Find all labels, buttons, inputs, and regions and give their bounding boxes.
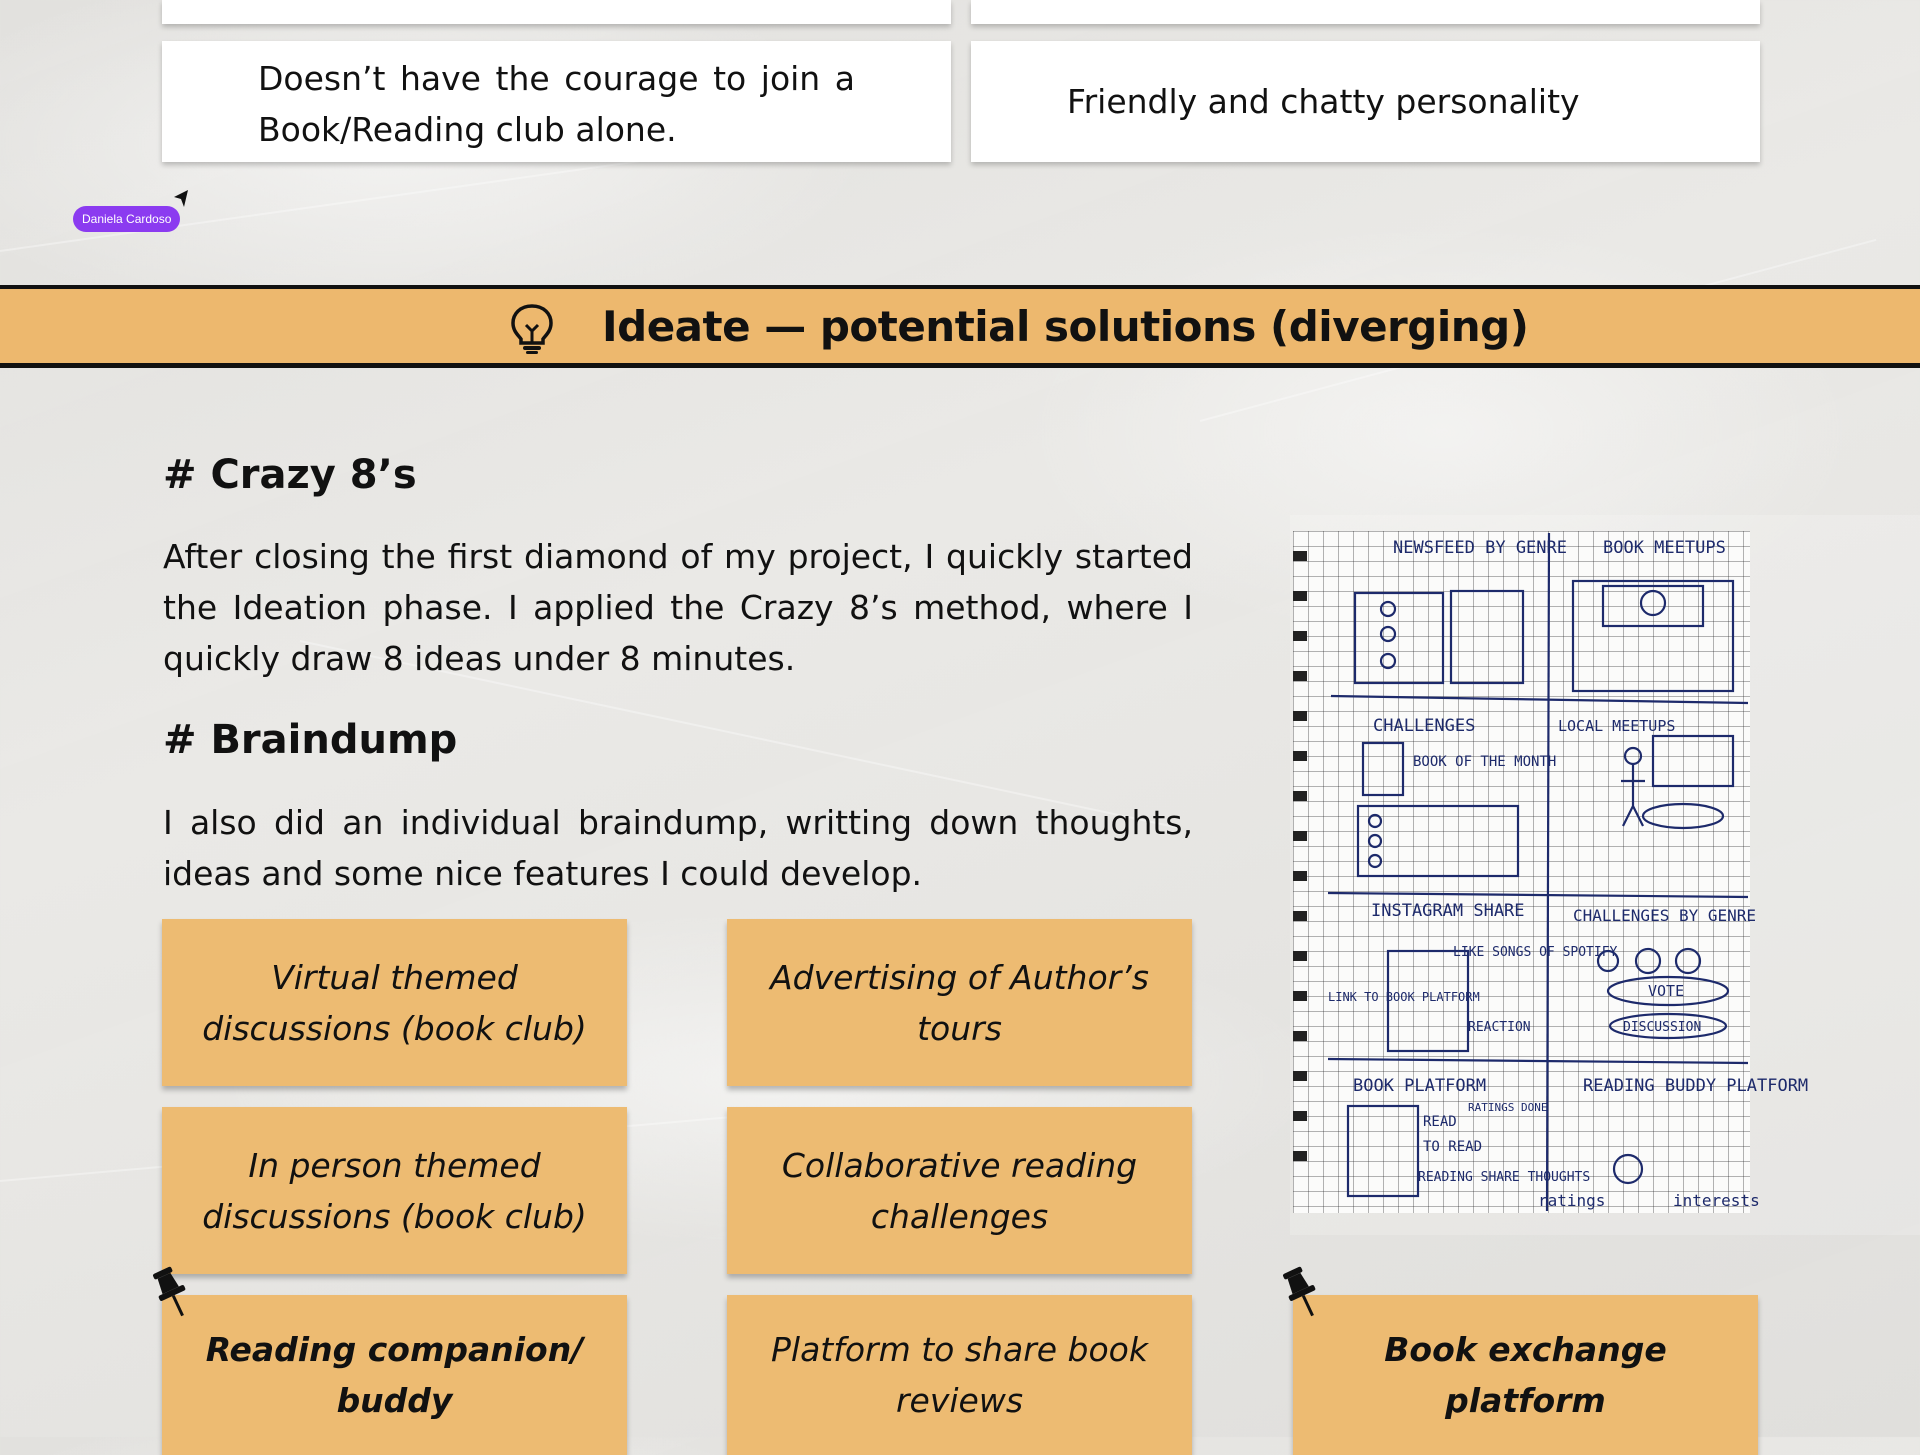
sticky-note-text: Book exchange platform (1384, 1330, 1667, 1420)
crazy8-heading: # Crazy 8’s (163, 452, 417, 498)
svg-text:BOOK PLATFORM: BOOK PLATFORM (1353, 1076, 1487, 1096)
banner-title: Ideate — potential solutions (diverging) (602, 302, 1529, 351)
sticky-note-highlighted[interactable] (1293, 1295, 1758, 1455)
svg-text:RATINGS DONE: RATINGS DONE (1468, 1101, 1548, 1114)
svg-text:NEWSFEED BY GENRE: NEWSFEED BY GENRE (1393, 538, 1567, 558)
svg-text:READ: READ (1423, 1114, 1457, 1130)
svg-text:BOOK OF THE MONTH: BOOK OF THE MONTH (1413, 754, 1557, 770)
pushpin-icon (1280, 1266, 1324, 1320)
sticky-note-text: Platform to share book reviews (771, 1330, 1148, 1420)
braindump-heading: # Braindump (163, 717, 458, 763)
collaborator-name-tag: Daniela Cardoso (73, 206, 180, 232)
persona-card-personality[interactable] (971, 41, 1760, 162)
lightbulb-icon (508, 303, 556, 355)
collaborator-cursor-icon (173, 189, 191, 209)
sticky-note-text: Virtual themed discussions (book club) (202, 957, 587, 1048)
sticky-note-highlighted[interactable] (162, 1295, 627, 1455)
crazy8-sketch-image[interactable] (1293, 531, 1809, 1213)
svg-text:READING SHARE THOUGHTS: READING SHARE THOUGHTS (1418, 1170, 1591, 1185)
svg-text:CHALLENGES BY GENRE: CHALLENGES BY GENRE (1573, 906, 1757, 925)
sticky-note-text: In person themed discussions (book club) (202, 1145, 587, 1236)
svg-text:CHALLENGES: CHALLENGES (1373, 716, 1476, 736)
sticky-note[interactable] (727, 919, 1192, 1086)
crazy8-paragraph: After closing the first diamond of my project, I quickly started the Ideation phase. I applied the Crazy 8’s method, where I quickly draw 8 ideas under 8 minutes. (163, 537, 1193, 678)
sketch-labels (1328, 538, 1808, 1210)
svg-text:BOOK MEETUPS: BOOK MEETUPS (1603, 538, 1726, 558)
sticky-note-text: Reading companion/ buddy (205, 1330, 584, 1420)
card-text: Friendly and chatty personality (1067, 82, 1580, 121)
card-text: Doesn’t have the courage to join a Book/Reading club alone. (258, 59, 855, 149)
svg-text:TO READ: TO READ (1423, 1139, 1483, 1155)
svg-text:VOTE: VOTE (1648, 982, 1685, 1000)
sticky-note[interactable] (162, 919, 627, 1086)
svg-text:LINK TO BOOK PLATFORM: LINK TO BOOK PLATFORM (1328, 990, 1480, 1004)
svg-text:LIKE SONGS OF SPOTIFY: LIKE SONGS OF SPOTIFY (1453, 945, 1618, 960)
braindump-paragraph: I also did an individual braindump, writting down thoughts, ideas and some nice features I could develop. (163, 803, 1193, 893)
svg-text:interests: interests (1673, 1191, 1760, 1210)
sticky-note[interactable] (727, 1295, 1192, 1455)
sketch-drawing (1293, 531, 1809, 1213)
persona-card[interactable] (971, 0, 1760, 24)
persona-card-courage[interactable] (162, 41, 951, 162)
persona-card[interactable] (162, 0, 951, 24)
paper-texture (0, 153, 693, 252)
sticky-note-text: Collaborative reading challenges (781, 1145, 1138, 1236)
sticky-note-text: Advertising of Author’s tours (770, 957, 1149, 1048)
sticky-note[interactable] (162, 1107, 627, 1274)
svg-text:DISCUSSION: DISCUSSION (1623, 1020, 1702, 1035)
svg-text:ratings: ratings (1538, 1191, 1606, 1210)
svg-text:INSTAGRAM SHARE: INSTAGRAM SHARE (1371, 901, 1525, 921)
svg-text:LOCAL MEETUPS: LOCAL MEETUPS (1558, 717, 1676, 735)
pushpin-icon (150, 1266, 194, 1320)
svg-text:REACTION: REACTION (1468, 1020, 1531, 1035)
sticky-note[interactable] (727, 1107, 1192, 1274)
svg-text:READING BUDDY PLATFORM: READING BUDDY PLATFORM (1583, 1076, 1809, 1096)
section-banner (0, 285, 1920, 368)
